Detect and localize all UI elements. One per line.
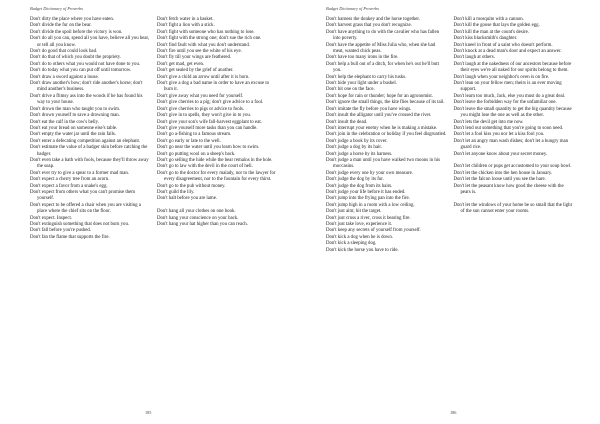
proverb-entry: Don't knock at a dead man's door and expect an answer. [453, 49, 562, 55]
proverb-entry: Don't laugh at the nakedness of our ancestors because before their eyes we're all naked for our spirits belong to them. [453, 61, 572, 74]
proverb-entry: Don't fan the flame that supports the fire. [30, 234, 110, 240]
proverb-entry: Don't learn too much, Jack, else you must do a great deal. [453, 93, 566, 99]
proverb-entry: Don't draw a sword against a louse. [30, 74, 99, 80]
proverb-entry: Don't do all you can, spend all you have, believe all you hear, or tell all you know. [30, 36, 150, 48]
proverb-entry: Don't eat your bread on someone else's table. [30, 125, 118, 131]
proverb-entry: Don't give your son's wife fall-harvest eggplant to eat. [157, 119, 262, 125]
proverb-entry: Don't just aim; hit the target. [326, 209, 382, 215]
proverb-entry: Don't let the peasant know how good the cheese with the pears is. [453, 183, 564, 195]
proverb-entry: Don't give a child an arrow until after it is born. [157, 74, 250, 80]
proverb-entry: Don't kill the goose that lays the golden egg. [453, 23, 540, 29]
proverb-entry: Don't expect to be offered a chair when you are visiting a place where the chief sits on the floor. [30, 202, 141, 215]
proverb-entry: Don't hang all your clothes on one hook. [157, 209, 236, 215]
proverb-entry: Don't have anything to do with the cavalier who has fallen into poverty. [326, 29, 440, 42]
proverb-entry: Don't leave the forbidden way for the unfamiliar one. [453, 100, 557, 106]
proverb-entry: Don't estimate the value of a badger skin before catching the badger. [30, 145, 148, 157]
proverb-entry: Don't give yourself more tasks than you can handle. [157, 125, 258, 131]
column-1 [326, 17, 447, 254]
proverb-entry: Don't kick a dog when he is down. [326, 234, 394, 240]
proverb-entry: Don't do that of which you doubt the propriety. [30, 55, 122, 61]
proverb-entry: Don't expect a cherry tree from an acorn. [30, 177, 110, 183]
proverb-entry: Don't join in the celebration or holiday if you feel disgruntled. [326, 132, 447, 138]
proverb-entry: Don't halt before you are lame. [157, 196, 218, 202]
proverb-entry: Don't kneel in front of a saint who doesn't perform. [453, 42, 553, 48]
proverb-entry: Don't let anyone know about your secret money. [453, 151, 548, 157]
proverb-entry: Don't judge a horse by its harness. [326, 151, 393, 157]
proverb-entry: Don't go to the pub without money. [157, 183, 226, 189]
proverb-entry: Don't judge every one by your own measure. [326, 170, 413, 176]
proverb-entry: Don't fight a lion with a stick. [157, 23, 215, 29]
proverb-entry: Don't drown the man who taught you to swim. [30, 106, 121, 112]
entry-columns [30, 17, 277, 241]
proverb-entry: Don't expect from others what you can't promise them yourself. [30, 189, 136, 202]
proverb-entry: Don't let the falcon loose until you see the hare. [453, 177, 546, 183]
proverb-entry: Don't expect a favor from a snake's egg. [30, 183, 108, 189]
proverb-entry: Don't let the chicken into the hen house in January. [453, 170, 553, 176]
proverb-entry: Don't extinguish something that does not burn you. [30, 222, 130, 227]
proverb-entry: Don't kill the man at the count's desire. [453, 29, 529, 35]
proverb-entry: Don't leave the small quantity to get the big quantity because you might lose the one as well as the other. [453, 106, 572, 119]
proverb-entry: Don't have the appetite of Miss Julia who, when she had meat, wanted chick peas. [326, 42, 436, 55]
proverb-entry: Don't keep any secrets of yourself from yourself. [326, 228, 421, 234]
column-1 [30, 17, 150, 241]
proverb-entry: Don't let the windows of your home be so small that the light of the sun cannot enter your rooms. [453, 202, 572, 215]
proverb-entry: Don't eat the calf in the cow's belly. [30, 119, 99, 125]
proverb-entry: Don't let a fool kiss you nor let a kiss fool you. [453, 132, 545, 138]
proverb-entry: Don't give cherries to pigs or advice to fools. [157, 106, 245, 112]
proverb-entry: Don't imitate the fly before you have wings. [326, 106, 412, 112]
proverb-entry: Don't ever try to give a spear to a former mad man. [30, 170, 130, 176]
proverb-entry: Don't kick a sleeping dog. [326, 241, 377, 247]
proverb-entry: Don't let an angry man wash dishes; don't let a hungry man guard rice. [453, 138, 569, 151]
proverb-entry: Don't lend out something that you're going to soon need. [453, 125, 564, 131]
proverb-entry: Don't laugh at others. [453, 55, 495, 61]
proverb-entry: Don't have too many irons in the fire. [326, 55, 399, 61]
proverb-entry: Don't get sealed by the grief of another. [157, 68, 234, 74]
proverb-entry: Don't judge your life before it has ended. [326, 189, 406, 195]
proverb-entry: Don't kick the horse you have to ride. [326, 247, 399, 253]
proverb-entry: Don't fly till your wings are feathered. [157, 55, 232, 61]
proverb-entry: Don't harvest grass that you don't recognize. [326, 23, 412, 29]
right-page [300, 0, 600, 424]
proverb-entry: Don't lets the devil get into me now. [453, 119, 524, 125]
proverb-entry: Don't help the elephant to carry his tusks. [326, 74, 407, 80]
proverb-entry: Don't just take love, experience it. [326, 222, 393, 227]
proverb-entry: Don't go putting wool on a sheep's back. [157, 151, 236, 157]
proverb-entry: Don't go near the water until you learn how to swim. [157, 145, 260, 151]
proverb-entry: Don't empty the water jar until the rain falls. [30, 132, 117, 138]
proverb-entry: Don't enter a defecating competition against an elephant. [30, 138, 141, 144]
proverb-entry: Don't harness the donkey and the horse together. [326, 17, 420, 22]
column-2 [454, 17, 575, 254]
proverb-entry: Don't insult the dead. [326, 119, 368, 125]
proverb-entry: Don't fall before you're pushed. [30, 228, 92, 234]
proverb-entry: Don't fetch water in a basket. [157, 17, 214, 22]
proverb-entry: Don't interrupt your enemy when he is making a mistake. [326, 125, 438, 131]
proverb-entry: Don't hit one on the face. [326, 87, 375, 93]
proverb-entry: Don't hang your conscience on your back. [157, 215, 239, 221]
proverb-entry: Don't insult the alligator until you've crossed the river. [326, 113, 432, 119]
proverb-entry: Don't laugh when your neighbor's oven is on fire. [453, 74, 550, 80]
proverb-entry: Don't give in to spells, they won't give in to you. [157, 113, 252, 119]
proverb-entry: Don't guild the lily. [157, 189, 195, 195]
proverb-entry: Don't expect. Inspect. [30, 215, 73, 221]
proverb-entry: Don't hang your hat higher than you can reach. [157, 222, 248, 227]
page-number: 185 [145, 410, 152, 415]
proverb-entry: Don't go to the doctor for every malady, nor to the lawyer for every disagreement, nor to the fountain for every thirst. [157, 170, 276, 183]
proverb-entry: Don't do to others what you would not have done to you. [30, 61, 141, 67]
proverb-entry: Don't jump into the frying pan into the fire. [326, 196, 410, 202]
proverb-entry: Don't hope for rain or thunder; hope for an agronomist. [326, 93, 433, 99]
proverb-entry: Don't give cherries to a pig; don't give advice to a fool. [157, 100, 264, 106]
proverb-entry: Don't dirty the place where you have eaten. [30, 17, 114, 22]
proverb-entry: Don't kiss blacksmith's daughter. [453, 36, 518, 42]
proverb-entry: Don't divide the fur on the bear. [30, 23, 92, 29]
proverb-entry: Don't draw another's bow; don't ride another's horse; don't mind another's business. [30, 81, 143, 93]
proverb-entry: Don't just cross a river, cross it bearing fire. [326, 215, 411, 221]
proverb-entry: Don't let children or pups get accustomed to your soup bowl. [453, 164, 572, 170]
proverb-entry: Don't go selling the hide while the bear remains in the hole. [157, 157, 273, 163]
proverb-entry: Don't judge a dog by its hair. [326, 145, 382, 151]
proverb-entry: Don't fight with someone who has nothing to lose. [157, 29, 255, 35]
proverb-entry: Don't jump high in a room with a low ceiling. [326, 202, 415, 208]
proverb-entry: Don't ignore the small things, the kite flies because of its tail. [326, 100, 445, 106]
proverb-entry: Don't get mad, get even. [157, 61, 205, 67]
running-head: Budget Dictionary of Proverbs [326, 6, 379, 11]
proverb-entry: Don't give away what you need for yourself. [157, 93, 244, 99]
proverb-entry: Don't drown yourself to save a drowning man. [30, 113, 120, 119]
proverb-entry: Don't kill a mosquito with a cannon. [453, 17, 524, 22]
proverb-entry: Don't go early or late to the well. [157, 138, 221, 144]
proverb-entry: Don't divide the spoil before the victory is won. [30, 29, 123, 35]
proverb-entry: Don't judge a man until you have walked two moons in his moccasins. [326, 157, 441, 170]
proverb-entry: Don't fight with the strong one; don't sue the rich one. [157, 36, 262, 42]
proverb-entry: Don't judge the dog by its fur. [326, 177, 384, 183]
entry-columns [326, 17, 574, 254]
proverb-entry: Don't do today what you can put off until tomorrow. [30, 68, 132, 74]
proverb-entry: Don't help a bull out of a ditch, for when he's out he'll butt you. [326, 61, 439, 74]
proverb-entry: Don't hide your light under a bushel. [326, 81, 397, 87]
proverb-entry: Don't give a dog a bad name in order to have an excuse to burn it. [157, 81, 270, 93]
page-number: 186 [450, 410, 457, 415]
proverb-entry: Don't do good that could look bad. [30, 49, 98, 55]
proverb-entry: Don't find fault with what you don't understand. [157, 42, 250, 48]
proverb-entry: Don't lean on your fellow men; theirs is an ever moving support. [453, 81, 562, 93]
proverb-entry: Don't even take a bath with fools, because they'll throw away the soap. [30, 157, 149, 170]
proverb-entry: Don't fire until you see the white of his eye. [157, 49, 242, 55]
proverb-entry: Don't go a-fishing to a famous stream. [157, 132, 232, 138]
proverb-entry: Don't judge the dog from its hairs. [326, 183, 393, 189]
proverb-entry: Don't drive a flimsy ass into the woods if he has found his way to your house. [30, 93, 143, 106]
proverb-entry: Don't judge a book by its cover. [326, 138, 388, 144]
proverb-entry: Don't go to law with the devil in the court of hell. [157, 164, 253, 170]
column-2 [157, 17, 277, 241]
running-head: Budget Dictionary of Proverbs [30, 6, 83, 11]
